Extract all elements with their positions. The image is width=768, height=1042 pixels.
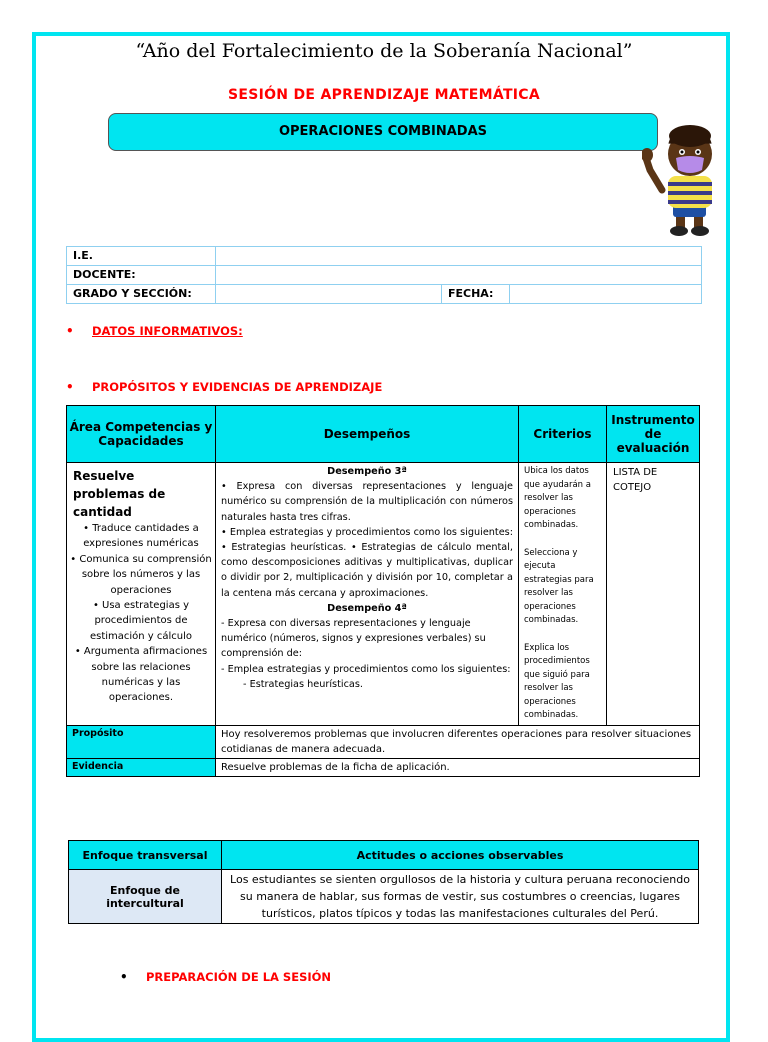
competencia-title: Resuelve problemas de cantidad: [73, 469, 166, 519]
header-criterios: Criterios: [519, 406, 607, 463]
topic-banner: OPERACIONES COMBINADAS: [108, 113, 658, 151]
info-row-ie: [67, 247, 702, 266]
bullet-icon: •: [120, 970, 128, 984]
desempeno3-p2: • Emplea estrategias y procedimientos como los siguientes: • Estrategias heurísticas. • Estrategias de cálculo mental, como descomposiciones aditivas y multiplicativas, duplicar o dividir por 2, multiplicación y división por 10, completar a la centena más cercana y aproximaciones.: [221, 526, 513, 599]
competencias-cell: [67, 463, 216, 726]
ie-label: I.E.: [67, 247, 216, 266]
bullet-icon: •: [66, 380, 74, 394]
docente-field[interactable]: [216, 266, 702, 285]
header-desempenos: Desempeños: [216, 406, 519, 463]
bullet-icon: •: [66, 324, 74, 338]
desempeno3-title: Desempeño 3ª: [327, 466, 407, 477]
criterio-item: Explica los procedimientos que siguió para resolver las operaciones combinadas.: [524, 642, 590, 720]
capacidad-item: • Argumenta afirmaciones sobre las relaciones numéricas y las operaciones.: [70, 644, 212, 706]
enfoque-table: [68, 840, 699, 924]
header-instrumento: Instrumento de evaluación: [607, 406, 700, 463]
ie-field[interactable]: [216, 247, 702, 266]
enfoque-text: Los estudiantes se sienten orgullosos de la historia y cultura peruana reconociendo su manera de hablar, sus formas de vestir, sus costumbres o creencias, lugares turísticos, platos típicos y todas las manifestaciones culturales del Perú.: [222, 870, 699, 924]
grado-label: GRADO Y SECCIÓN:: [67, 285, 216, 304]
criterios-cell: [519, 463, 607, 726]
evidencia-text: Resuelve problemas de la ficha de aplicación.: [216, 758, 700, 776]
criterio-item: Selecciona y ejecuta estrategias para resolver las operaciones combinadas.: [524, 547, 594, 625]
grado-field[interactable]: [216, 285, 442, 304]
purpose-content-row: [67, 463, 700, 726]
enfoque-label: Enfoque de intercultural: [69, 870, 222, 924]
section-datos: [66, 324, 243, 338]
docente-label: DOCENTE:: [67, 266, 216, 285]
info-table: [66, 246, 702, 304]
fecha-field[interactable]: [510, 285, 702, 304]
desempeno4-p3: - Estrategias heurísticas.: [243, 678, 363, 690]
purpose-header-row: [67, 406, 700, 463]
section-propositos: [66, 380, 383, 394]
section-preparacion-label: PREPARACIÓN DE LA SESIÓN: [146, 970, 332, 984]
capacidad-item: • Comunica su comprensión sobre los números y las operaciones: [70, 552, 212, 598]
enfoque-header-left: Enfoque transversal: [69, 841, 222, 870]
enfoque-header-right: Actitudes o acciones observables: [222, 841, 699, 870]
purpose-table: [66, 405, 700, 777]
capacidades-list: [68, 521, 214, 708]
instrumento-cell: LISTA DE COTEJO: [607, 463, 700, 726]
criterio-item: Ubica los datos que ayudarán a resolver las operaciones combinadas.: [524, 466, 591, 530]
capacidad-item: • Usa estrategias y procedimientos de estimación y cálculo: [70, 598, 212, 644]
desempeno3-p1: • Expresa con diversas representaciones y lenguaje numérico su comprensión de la multiplicación con números naturales hasta tres cifras.: [221, 481, 513, 523]
session-title: SESIÓN DE APRENDIZAJE MATEMÁTICA: [227, 87, 541, 103]
info-row-grado: [67, 285, 702, 304]
section-preparacion: [120, 970, 332, 984]
desempeno4-p1: - Expresa con diversas representaciones y lenguaje numérico (números, signos y expresiones verbales) su comprensión de:: [221, 618, 486, 660]
section-datos-label: DATOS INFORMATIVOS:: [92, 324, 243, 338]
enfoque-row: [69, 870, 699, 924]
header-area: Área Competencias y Capacidades: [67, 406, 216, 463]
enfoque-header-row: [69, 841, 699, 870]
info-row-docente: [67, 266, 702, 285]
evidencia-label: Evidencia: [67, 758, 216, 776]
evidencia-row: [67, 758, 700, 776]
section-propositos-label: PROPÓSITOS Y EVIDENCIAS DE APRENDIZAJE: [92, 380, 383, 394]
capacidad-item: • Traduce cantidades a expresiones numéricas: [70, 521, 212, 552]
year-title: “Año del Fortalecimiento de la Soberanía Nacional”: [135, 40, 633, 62]
desempeno4-title: Desempeño 4ª: [327, 602, 407, 614]
student-illustration: [642, 122, 732, 238]
desempenos-cell: [216, 463, 519, 726]
proposito-row: [67, 725, 700, 758]
fecha-label: FECHA:: [442, 285, 510, 304]
proposito-text: Hoy resolveremos problemas que involucren diferentes operaciones para resolver situaciones cotidianas de manera adecuada.: [216, 725, 700, 758]
desempeno4-p2: - Emplea estrategias y procedimientos como los siguientes:: [221, 663, 511, 675]
proposito-label: Propósito: [67, 725, 216, 758]
